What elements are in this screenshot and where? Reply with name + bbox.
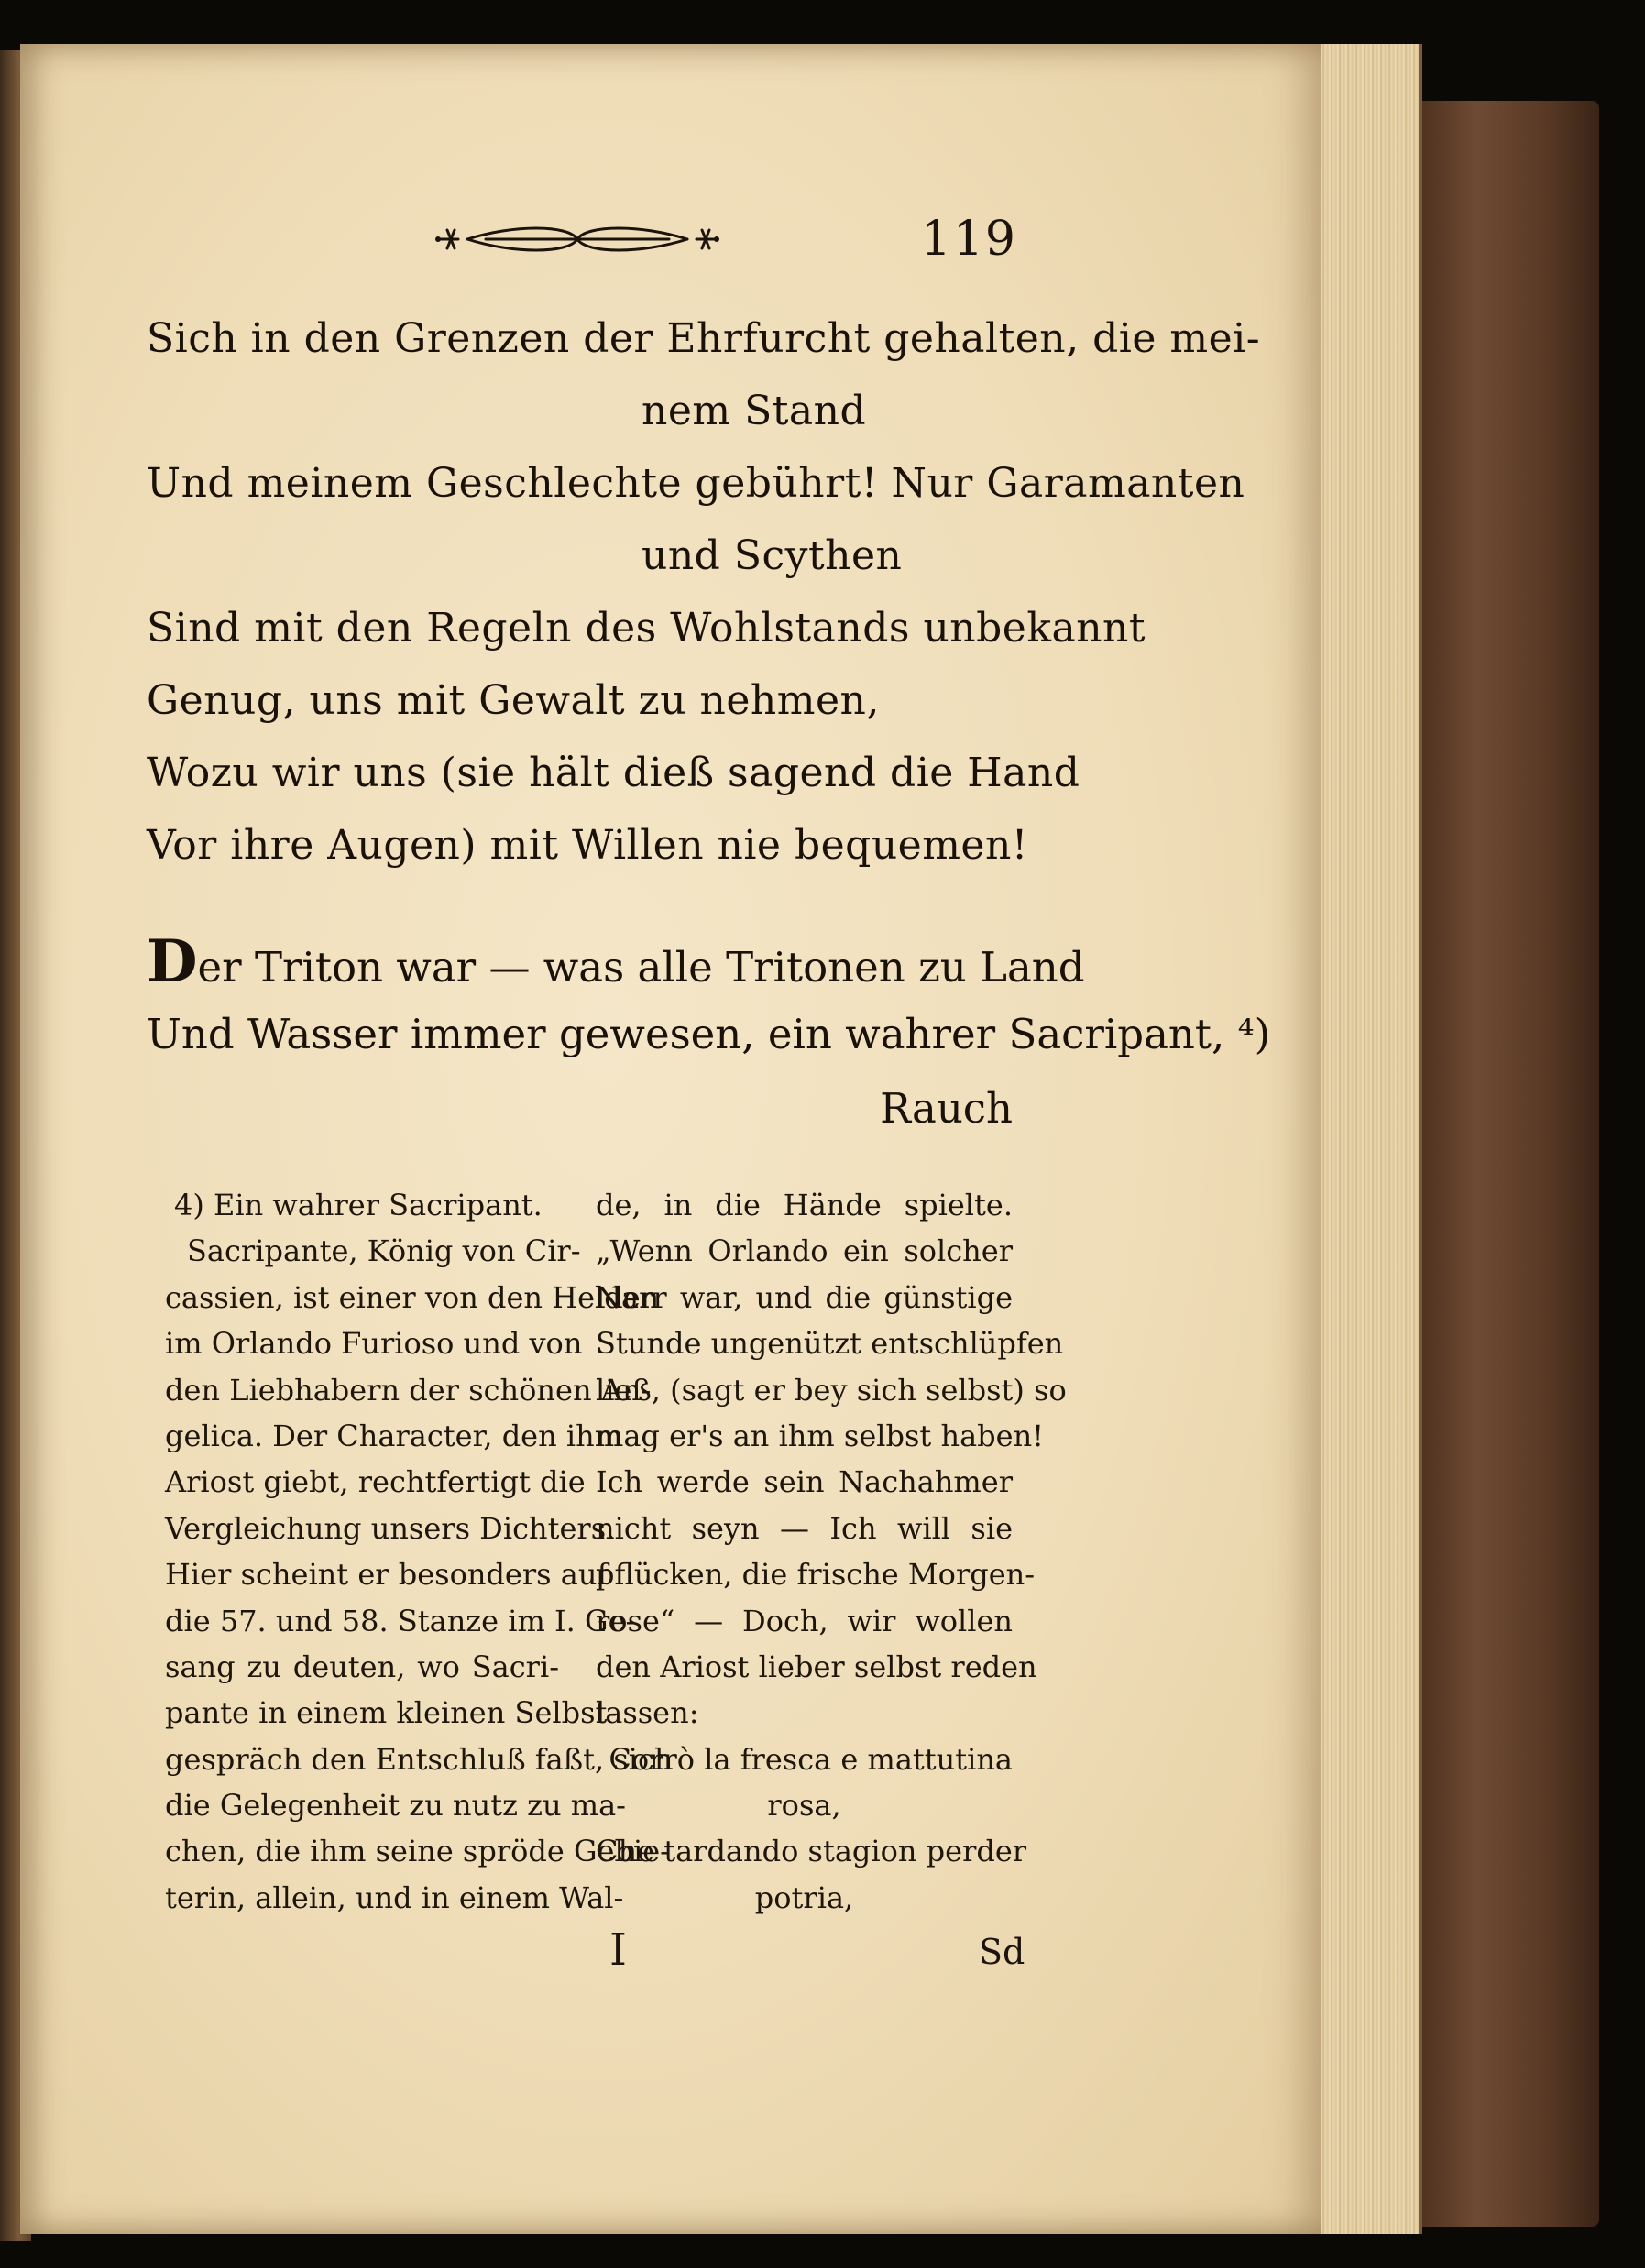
poem-line [147,926,1085,998]
footnote-line: pflücken, die frische Morgen- [596,1557,1036,1593]
footnote-line: Ariost giebt, rechtfertigt die [165,1464,586,1500]
footnote-line: den Liebhabern der schönen An- [165,1372,652,1408]
footnote-line: Vergleichung unsers Dichters. [165,1510,616,1546]
catchword: Rauch [880,1084,1013,1133]
footnote-line: 4) Ein wahrer Sacripant. [174,1188,543,1222]
footnote-column-right [596,1182,1067,1921]
footnote-line: Stunde ungenützt entschlüpfen [596,1326,1064,1362]
footnote-line: gelica. Der Character, den ihm [165,1418,623,1453]
footnote-line: Narr war, und die günstige [596,1279,1013,1315]
page-header [128,206,1017,270]
footnote-line: pante in einem kleinen Selbst- [165,1695,618,1731]
footnote-line: die 57. und 58. Stanze im I. Ge- [165,1603,636,1638]
footnote-line: chen, die ihm seine spröde Gebie- [165,1834,670,1869]
footnote-line: den Ariost lieber selbst reden [596,1649,1037,1684]
footnote-line: de, in die Hände spielte. [596,1188,1013,1222]
italian-verse-line: rosa, [767,1788,841,1824]
drop-cap: D [147,927,198,996]
poem-line: Wozu wir uns (sie hält dieß sagend die Hand [147,750,1080,796]
poem-line: Und meinem Geschlechte gebührt! Nur Garamanten [147,460,1245,507]
catchword-footnote: Sd [979,1932,1025,1972]
footnote-line: „Wenn Orlando ein solcher [596,1233,1013,1269]
footnote-line: Ich werde sein Nachahmer [596,1464,1013,1500]
page-edges [1309,44,1422,2234]
poem-line: Und Wasser immer gewesen, ein wahrer Sacripant, ⁴) [147,1010,1271,1058]
footnote-line: ließ, (sagt er bey sich selbst) so [596,1372,1067,1408]
footnote-line: mag er's an ihm selbst haben! [596,1418,1045,1453]
page-number: 119 [920,212,1017,267]
italian-verse-line: potria, [754,1879,854,1915]
footnote-line: rose“ — Doch, wir wollen [596,1603,1013,1638]
footnote-line: sang zu deuten, wo Sacri- [165,1649,559,1684]
poem-line: nem Stand [642,388,867,434]
poem-line: Vor ihre Augen) mit Willen nie bequemen! [147,822,1028,869]
footnote-line: gespräch den Entschluß faßt, sich [165,1741,674,1777]
footnote-line: lassen: [596,1695,699,1731]
footnote-line: nicht seyn — Ich will sie [596,1510,1013,1546]
poem-line: und Scythen [642,532,903,579]
poem-stanza-2 [147,926,1271,1133]
italian-verse-line: Che tardando stagion perder [596,1834,1027,1869]
signature-mark: I [609,1924,627,1976]
ornament-icon [431,219,724,259]
poem-line: Genug, uns mit Gewalt zu nehmen, [147,677,880,724]
italian-verse-line: Corrò la fresca e mattutina [609,1741,1013,1777]
poem-line: Sich in den Grenzen der Ehrfurcht gehalten, die mei- [147,315,1261,362]
footnote-line: terin, allein, und in einem Wal- [165,1879,624,1915]
poem-stanza-1 [147,302,1261,882]
footnote-line: Hier scheint er besonders auf [165,1557,609,1593]
poem-line: Sind mit den Regeln des Wohlstands unbekannt [147,605,1146,652]
footnote-line: cassien, ist einer von den Helden [165,1279,660,1315]
footnote-line: die Gelegenheit zu nutz zu ma- [165,1788,626,1824]
back-cover [1411,101,1599,2227]
poem-line-text: er Triton war — was alle Tritonen zu Land [197,943,1085,992]
footnote-line: im Orlando Furioso und von [165,1326,583,1362]
footnote-line: Sacripante, König von Cir- [187,1233,581,1269]
